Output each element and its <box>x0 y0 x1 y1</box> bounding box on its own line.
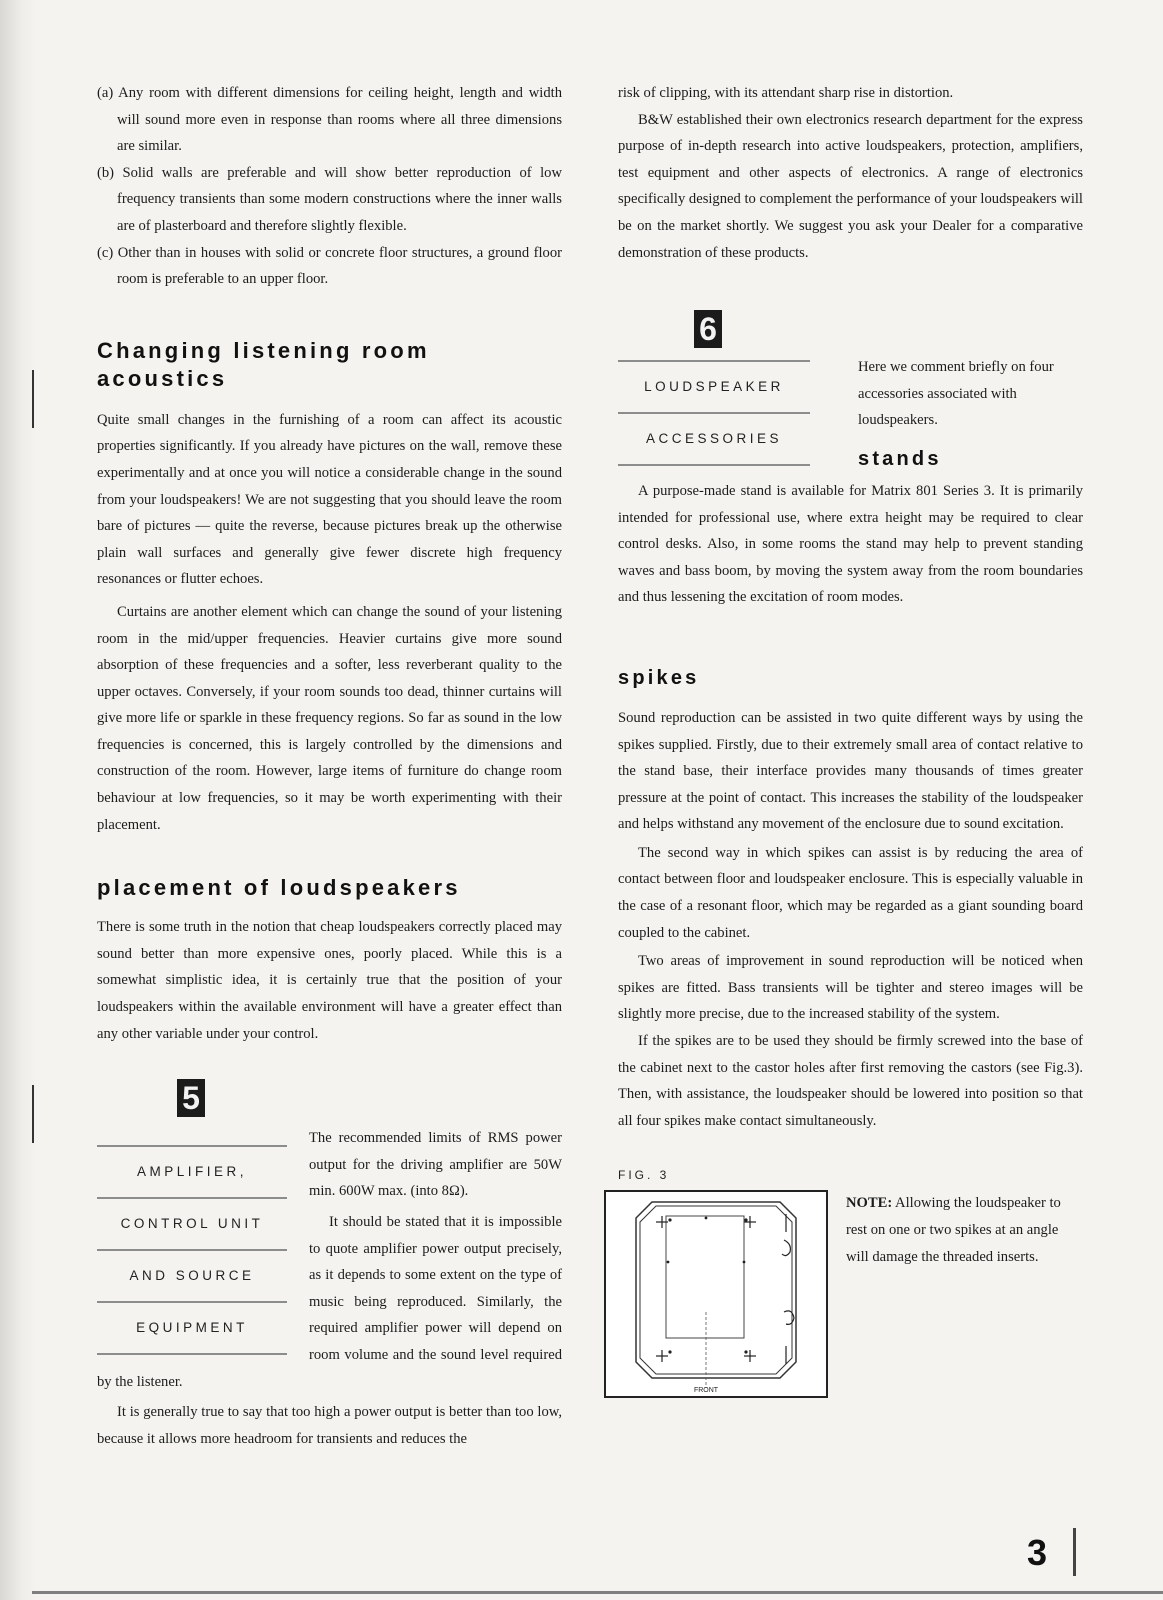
spikes-paragraph-3: Two areas of improvement in sound reproduction will be noticed when spikes are fitted. Bass transients will be tighter and stereo images will be slightly more precise, due to the increased stability of the system. <box>618 953 1083 1023</box>
figure-3-area <box>618 1190 1083 1400</box>
bottom-rule <box>32 1591 1163 1594</box>
section-6-label-2: ACCESSORIES <box>645 431 783 447</box>
section-6-number-box <box>694 310 1083 348</box>
amplifier-paragraph-1: The recommended limits of RMS power output for the driving amplifier are 50W min. 600W max. (into 8Ω). <box>309 1130 562 1200</box>
amplifier-section <box>97 1125 562 1452</box>
figure-3-frame <box>604 1190 828 1398</box>
accessories-section <box>618 354 1083 611</box>
section-5-label-3: AND SOURCE <box>129 1268 255 1284</box>
section-6-number: 6 <box>694 310 722 348</box>
heading-placement: placement of loudspeakers <box>97 875 461 901</box>
stands-paragraph: A purpose-made stand is available for Matrix 801 Series 3. It is primarily intended for professional use, where extra height may be required to clear control desks. Also, in some rooms the stand may help to prevent standing waves and bass boom, by moving the system away from the room boundaries and thus lessening the excitation of room modes. <box>618 482 1083 606</box>
note-label: NOTE: <box>846 1195 893 1212</box>
right-column <box>618 80 1083 1400</box>
placement-paragraph: There is some truth in the notion that cheap loudspeakers correctly placed may sound better than more expensive ones, poorly placed. While this is a somewhat simplistic idea, it is certainly true that the position of your loudspeakers within the available environment will have a greater effect than any other variable under your control. <box>97 919 562 1042</box>
figure-front-label: FRONT <box>693 1387 719 1395</box>
list-item-a: (a) Any room with different dimensions for ceiling height, length and width will sound more even in response than rooms where all three dimensions are similar. <box>97 85 562 155</box>
section-5-category <box>97 1145 287 1355</box>
page-number: 3 <box>1027 1532 1048 1573</box>
heading-stands: stands <box>858 447 942 470</box>
section-6-category <box>618 360 810 466</box>
section-5-label-1: AMPLIFIER, <box>136 1164 247 1180</box>
section-5-label-2: CONTROL UNIT <box>120 1216 264 1232</box>
spikes-paragraph-4: If the spikes are to be used they should be firmly screwed into the base of the cabinet next to the castor holes after first removing the castors (see Fig.3). Then, with assistance, the loudspeaker should be lowered into position so that all four spikes make contact simultaneously. <box>618 1033 1083 1129</box>
accessories-intro: Here we comment briefly on four accessories associated with loudspeakers. <box>858 359 1054 429</box>
electronics-paragraph: B&W established their own electronics research department for the express purpose of in-depth research into active loudspeakers, protection, amplifiers, test equipment and other aspects of electronics. A range of electronics specifically designed to complement the performance of your loudspeakers will be on the market shortly. We suggest you ask your Dealer for a comparative demonstration of these products. <box>618 111 1083 261</box>
amplifier-paragraph-2: It should be stated that it is impossible to quote amplifier power output precisely, as it depends to some extent on the type of music being reproduced. Similarly, the required amplifier power will depend on room volume and the sound level required by the listener. <box>97 1214 562 1390</box>
amplifier-paragraph-3: It is generally true to say that too high a power output is better than too low, because it allows more headroom for transients and reduces the <box>97 1404 562 1447</box>
spikes-paragraph-2: The second way in which spikes can assist is by reducing the area of contact between floor and loudspeaker enclosure. This is especially valuable in the case of a resonant floor, which may be regarded as a giant sounding board coupled to the cabinet. <box>618 844 1083 941</box>
spikes-paragraph-1: Sound reproduction can be assisted in two quite different ways by using the spikes supplied. Firstly, due to their extremely small area of contact relative to the stand base, their interface provides many thousands of times greater pressure at the point of contact. This increases the stability of the loudspeaker and helps withstand any movement of the enclosure due to sound excitation. <box>618 709 1083 833</box>
heading-changing-acoustics: Changing listening room acoustics <box>97 337 430 391</box>
figure-3-label: FIG. 3 <box>618 1168 670 1183</box>
acoustics-paragraph-1: Quite small changes in the furnishing of a room can affect its acoustic properties significantly. If you already have pictures on the wall, remove these experimentally and at once you will notice a considerable change in the sound from your loudspeakers! We are not suggesting that you should leave the room bare of pictures — quite the reverse, because pictures break up the otherwise plain wall surfaces and generally give fewer discrete high frequency resonances or flutter echoes. <box>97 411 562 588</box>
page-binding-shadow <box>0 0 36 1600</box>
section-5-label-4: EQUIPMENT <box>136 1320 248 1336</box>
margin-mark <box>32 370 34 428</box>
cabinet-base-diagram <box>606 1192 826 1396</box>
list-item-c: (c) Other than in houses with solid or concrete floor structures, a ground floor room is preferable to an upper floor. <box>97 244 562 288</box>
continued-paragraph: risk of clipping, with its attendant sharp rise in distortion. <box>618 85 954 101</box>
list-item-b: (b) Solid walls are preferable and will show better reproduction of low frequency transients than some modern constructions where the inner walls are of plasterboard and therefore slightly flexible. <box>97 164 562 234</box>
acoustics-paragraph-2: Curtains are another element which can change the sound of your listening room in the mid/upper frequencies. Heavier curtains give more sound absorption of these frequencies and a softer, less reverberant quality to the upper octaves. Conversely, if your room sounds too dead, thinner curtains will give more life or sparkle in these frequency regions. So far as sound in the low frequencies is concerned, this is largely controlled by the dimensions and construction of the room. However, large items of furniture do change room behaviour at low frequencies, so it may be worth experimenting with their placement. <box>97 603 562 833</box>
section-5-number-box <box>177 1079 562 1117</box>
section-5-number: 5 <box>177 1079 205 1117</box>
margin-mark <box>32 1085 34 1143</box>
note-paragraph <box>846 1190 1078 1270</box>
heading-spikes: spikes <box>618 666 700 689</box>
note-text: Allowing the loudspeaker to rest on one or two spikes at an angle will damage the threaded inserts. <box>846 1195 1061 1265</box>
section-6-label-1: LOUDSPEAKER <box>644 379 784 395</box>
left-column <box>97 80 562 1452</box>
page-number-bar <box>1073 1528 1076 1576</box>
